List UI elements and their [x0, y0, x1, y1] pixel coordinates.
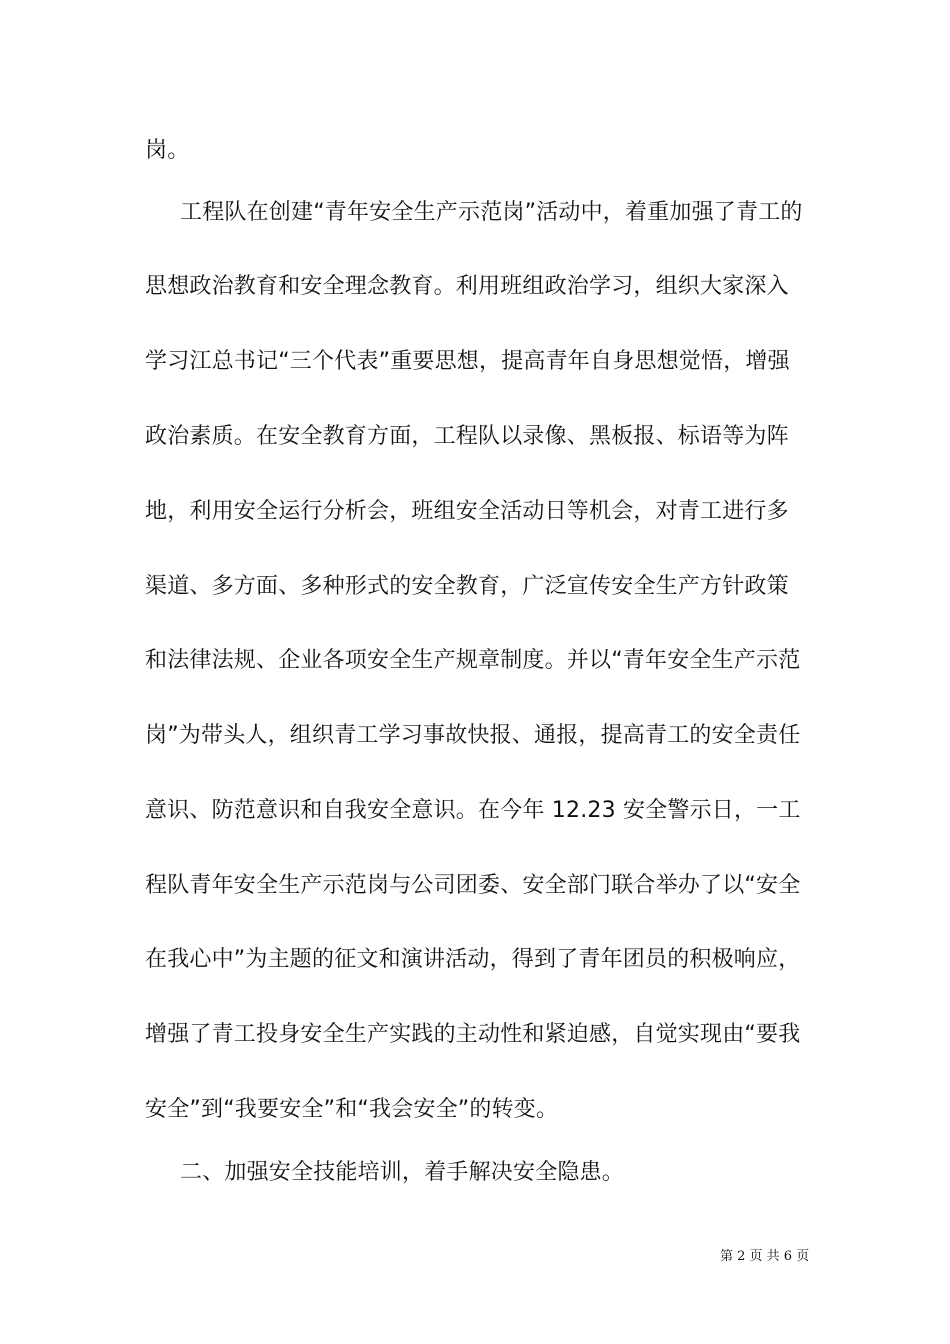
paragraph-line: 政治素质。在安全教育方面，工程队以录像、黑板报、标语等为阵 [145, 424, 789, 449]
page-number-footer: 第 2 页 共 6 页 [720, 1249, 810, 1264]
paragraph-line: 程队青年安全生产示范岗与公司团委、安全部门联合举办了以“安全 [145, 873, 801, 898]
section-heading: 二、加强安全技能培训，着手解决安全隐患。 [180, 1160, 625, 1185]
paragraph-line: 渠道、多方面、多种形式的安全教育，广泛宣传安全生产方针政策 [145, 574, 789, 599]
paragraph-line: 和法律法规、企业各项安全生产规章制度。并以“青年安全生产示范 [145, 648, 801, 673]
paragraph-line: 学习江总书记“三个代表”重要思想，提高青年自身思想觉悟，增强 [145, 349, 790, 374]
paragraph-line: 地，利用安全运行分析会，班组安全活动日等机会，对青工进行多 [145, 499, 789, 524]
paragraph-line: 在我心中”为主题的征文和演讲活动，得到了青年团员的积极响应， [145, 947, 801, 972]
paragraph-line: 岗。 [145, 138, 190, 163]
paragraph-line: 增强了青工投身安全生产实践的主动性和紧迫感，自觉实现由“要我 [145, 1022, 801, 1047]
paragraph-line: 意识、防范意识和自我安全意识。在今年 12.23 安全警示日，一工 [145, 798, 801, 823]
paragraph-line: 工程队在创建“青年安全生产示范岗”活动中，着重加强了青工的 [180, 200, 803, 225]
paragraph-line: 岗”为带头人，组织青工学习事故快报、通报，提高青工的安全责任 [145, 723, 801, 748]
paragraph-line: 安全”到“我要安全”和“我会安全”的转变。 [145, 1097, 559, 1122]
paragraph-line: 思想政治教育和安全理念教育。利用班组政治学习，组织大家深入 [145, 274, 789, 299]
